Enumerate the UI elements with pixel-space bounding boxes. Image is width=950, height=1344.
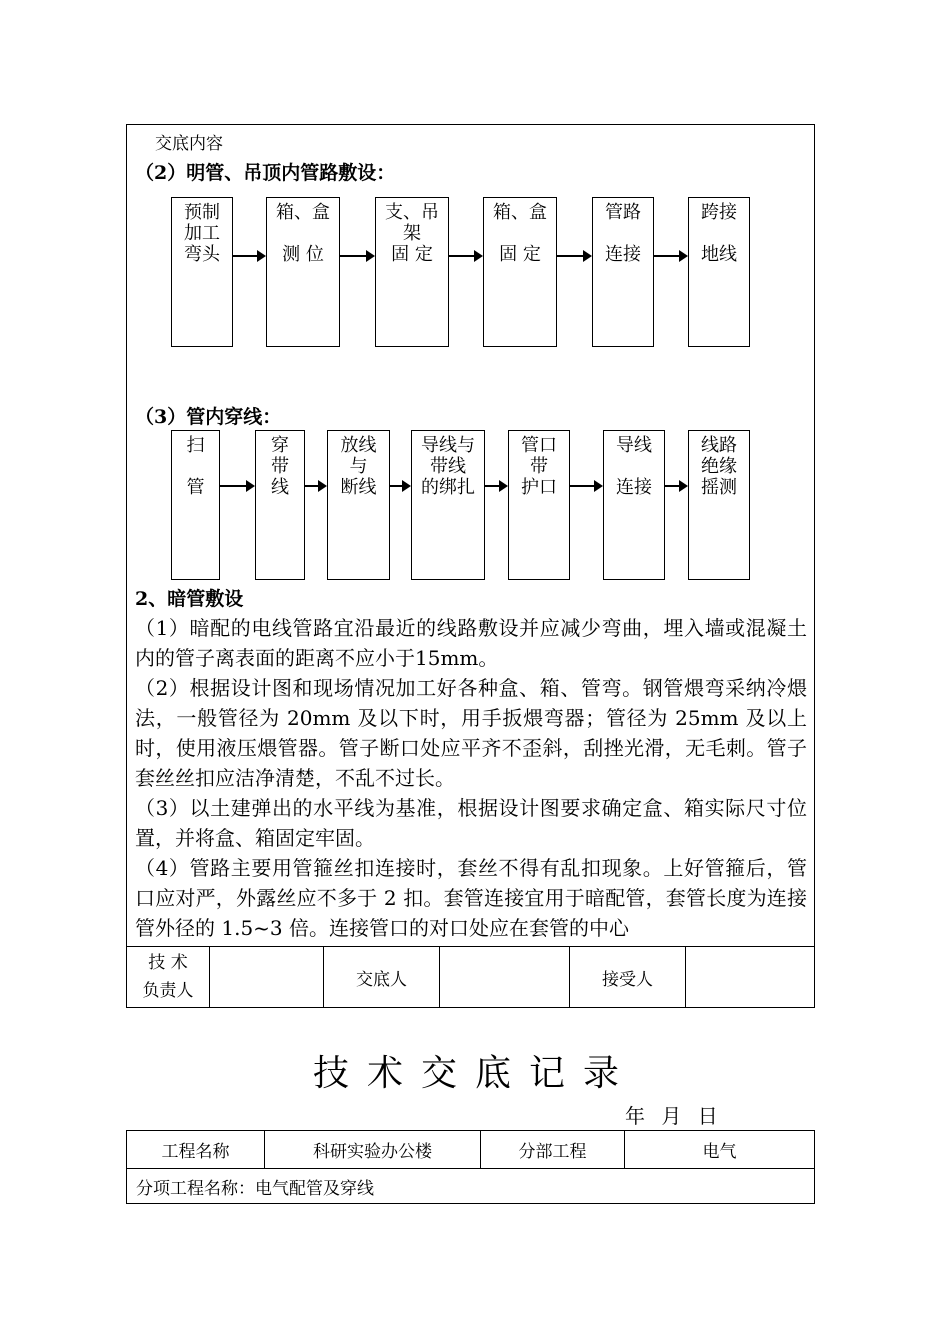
flow-step-line: 管口: [521, 435, 557, 456]
flow-step-line: 跨接: [701, 202, 737, 223]
flow-arrow: [220, 485, 253, 487]
discloser-signature-field[interactable]: [440, 947, 570, 1008]
flow-step-line: 连接: [616, 477, 652, 499]
flow-step-line: 管: [186, 477, 205, 499]
flow-step-line: 弯头: [184, 244, 220, 266]
flow-step-line: 带线: [430, 456, 466, 478]
flow-step-line: 断线: [340, 477, 377, 499]
record-date: 年 月 日: [625, 1104, 718, 1128]
paragraph: （2）根据设计图和现场情况加工好各种盒、箱、管弯。钢管煨弯采纳冷煨法，一般管径为 20mm 及以下时，用手扳煨弯器；管径为 25mm 及以上时，使用液压煨管器。管子断口处应平齐不歪斜，刮挫光滑，无毛刺。管子套丝丝扣应洁净清楚，不乱不过长。: [135, 676, 807, 790]
flow-step-box: [483, 197, 557, 347]
flow-step-line: [267, 223, 339, 244]
flow-arrow: [665, 485, 686, 487]
paragraph: （4）管路主要用管箍丝扣连接时，套丝不得有乱扣现象。上好管箍后，管口应对严，外露丝应不多于 2 扣。套管连接宜用于暗配管，套管长度为连接管外径的 1.5~3 倍。连接管口的对口处应在套管的中心: [135, 856, 807, 940]
paragraph: （1）暗配的电线管路宜沿最近的线路敷设并应减少弯曲，埋入墙或混凝土内的管子离表面的距离不应小于15mm。: [135, 616, 807, 670]
flow-step-line: 预制: [184, 202, 220, 223]
flow-arrow: [570, 485, 601, 487]
flow-step-line: 连接: [605, 244, 641, 266]
flow-step-box: [255, 430, 305, 580]
flow-step-box: [688, 430, 750, 580]
project-name-label: 工程名称: [127, 1131, 265, 1169]
flow-step-line: 穿: [271, 435, 289, 456]
flow-step-line: 箱、盒: [276, 202, 330, 223]
flow-step-line: 线: [271, 477, 289, 499]
division-label: 分部工程: [481, 1131, 625, 1169]
flow-step-line: 固 定: [499, 244, 541, 266]
flow-step-box: [327, 430, 390, 580]
receiver-signature-field[interactable]: [686, 947, 815, 1008]
flow-step-line: 的绑扎: [421, 477, 475, 499]
subitem-name: 分项工程名称：电气配管及穿线: [127, 1169, 815, 1204]
flow-arrow: [485, 485, 506, 487]
flow-step-line: 箱、盒: [493, 202, 547, 223]
flow-arrow: [390, 485, 409, 487]
flow-step-line: 与: [349, 456, 368, 478]
flow-step-line: 管路: [605, 202, 641, 223]
tech-lead-signature-field[interactable]: [210, 947, 324, 1008]
flow-step-line: 导线: [616, 435, 652, 456]
flow-arrow: [305, 485, 325, 487]
flow-step-line: 加工: [184, 223, 220, 245]
section2-body: [135, 613, 807, 943]
receiver-label: 接受人: [570, 947, 686, 1008]
flow-step-line: 护口: [521, 477, 557, 499]
flow-step-line: [484, 223, 556, 244]
section-header: 交底内容: [155, 134, 223, 154]
flow-step-line: 测 位: [282, 244, 324, 266]
flow-step-line: [172, 456, 219, 477]
flow-step-line: [604, 456, 664, 477]
flow1-title: （2）明管、吊顶内管路敷设：: [135, 162, 396, 184]
flow-step-line: 导线与: [421, 435, 475, 456]
flow-step-line: 绝缘: [701, 456, 737, 478]
tech-lead-label: 技 术 负责人: [127, 947, 210, 1008]
flow-arrow: [557, 255, 590, 257]
flow-arrow: [449, 255, 481, 257]
flow-step-line: 放线: [340, 435, 377, 456]
flow-step-box: [171, 430, 220, 580]
paragraph: （3）以土建弹出的水平线为基准，根据设计图要求确定盒、箱实际尺寸位置，并将盒、箱固定牢固。: [135, 796, 807, 850]
flow-arrow: [233, 255, 264, 257]
flow-step-line: 摇测: [701, 477, 737, 499]
flow-step-box: [508, 430, 570, 580]
flow-step-box: [688, 197, 750, 347]
flow-step-line: 线路: [701, 435, 737, 456]
flow-step-line: 扫: [186, 435, 205, 456]
flow-step-box: [411, 430, 485, 580]
flow-arrow: [340, 255, 373, 257]
flow-step-line: 架: [403, 223, 421, 245]
flow-step-box: [171, 197, 233, 347]
signature-table: [126, 946, 815, 1008]
flow-step-box: [603, 430, 665, 580]
division-value: 电气: [625, 1131, 815, 1169]
record-title: 技术交底记录: [312, 1053, 637, 1094]
flow-step-line: 带: [271, 456, 289, 478]
flow-step-line: 支、吊: [385, 202, 439, 223]
flow-step-line: 固 定: [391, 244, 433, 266]
flow-arrow: [654, 255, 686, 257]
flow-step-box: [266, 197, 340, 347]
project-info-table: [126, 1130, 815, 1204]
flow-step-line: [689, 223, 749, 244]
flow-step-line: 带: [530, 456, 548, 478]
project-name-value: 科研实验办公楼: [265, 1131, 481, 1169]
flow-step-box: [375, 197, 449, 347]
discloser-label: 交底人: [324, 947, 440, 1008]
flow2-title: （3）管内穿线：: [135, 406, 282, 428]
flow-step-box: [592, 197, 654, 347]
flow-step-line: 地线: [701, 244, 737, 266]
flow-step-line: [593, 223, 653, 244]
section2-title: 2、暗管敷设: [135, 588, 244, 610]
